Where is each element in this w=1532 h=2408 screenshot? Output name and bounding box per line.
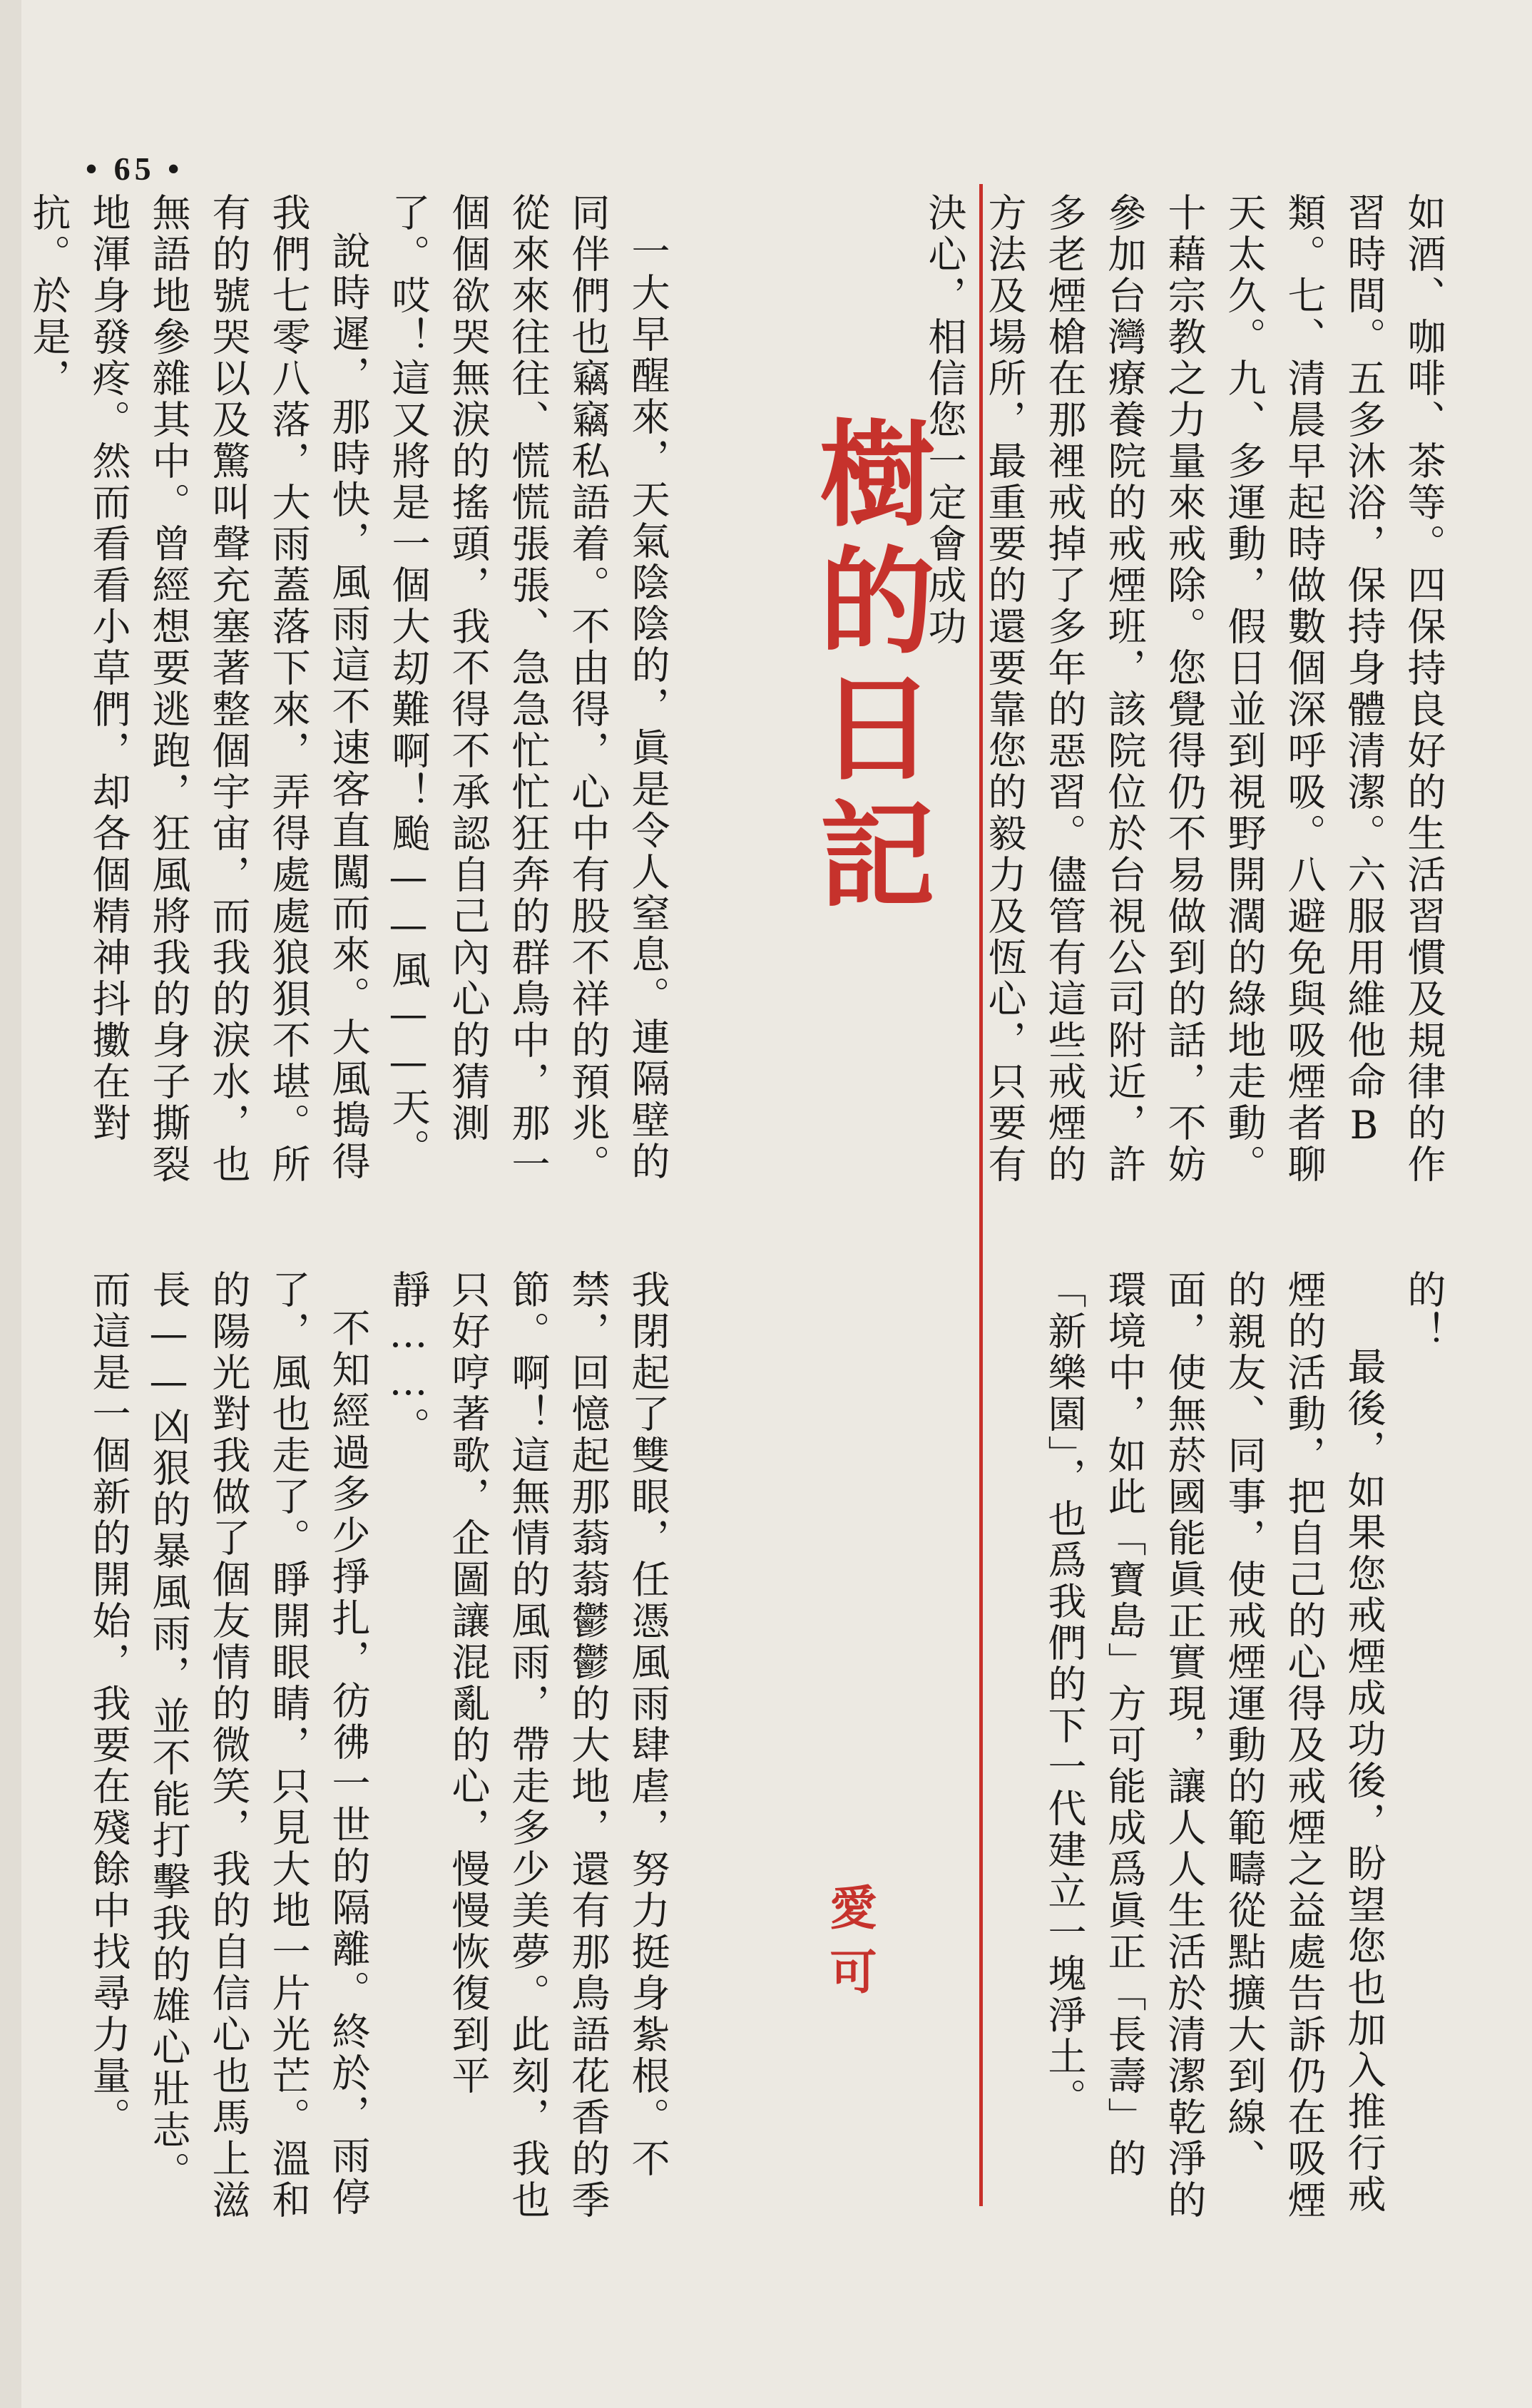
paragraph: 說時遲，那時快，風雨這不速客直闖而來。大風搗得我們七零八落，大雨蓋落下來，弄得處處狼狽不堪。所有的號哭以及驚叫聲充塞著整個宇宙，而我的淚水，也無語地參雜其中。曾經想要逃跑，狂風將我的身子撕裂地渾身發疼。然而看看小草們，却各個精神抖擻在對抗。於是，: [26, 193, 371, 1185]
paragraph: 的！: [1401, 1270, 1446, 1352]
left-column-bottom: [86, 1270, 678, 2233]
left-column-top: [26, 193, 678, 1191]
right-column-top: [922, 193, 1454, 1191]
article-title: 樹的日記: [800, 414, 934, 922]
paragraph: 我閉起了雙眼，任憑風雨肆虐，努力挺身紮根。不禁，回憶起那蓊蓊鬱鬱的大地，還有那鳥語花香的季節。啊！這無情的風雨，帶走多少美夢。此刻，我也只好哼著歌，企圖讓混亂的心，慢慢恢復到平靜……。: [386, 1270, 670, 2221]
article-author: 愛可: [822, 1883, 877, 2011]
paragraph: 如酒、咖啡、茶等。四保持良好的生活習慣及規律的作習時間。五多沐浴，保持身體清潔。六服用維他命B類。七、清晨早起時做數個深呼吸。八避免與吸煙者聊天太久。九、多運動，假日並到視野開濶的綠地走動。十藉宗教之力量來戒除。您覺得仍不易做到的話，不妨參加台灣療養院的戒煙班，該院位於台視公司附近，許多老煙槍在那裡戒掉了多年的惡習。儘管有這些戒煙的方法及場所，最重要的還要靠您的毅力及恆心，只要有決心，相信您一定會成功: [922, 193, 1446, 1185]
page-number: • 65 •: [86, 150, 184, 187]
paragraph: 最後，如果您戒煙成功後，盼望您也加入推行戒煙的活動，把自己的心得及戒煙之益處告訴仍在吸煙的親友、同事，使戒煙運動的範疇從點擴大到線、面，使無菸國能眞正實現，讓人人生活於清潔乾淨的環境中，如此「寶島」方可能成爲眞正「長壽」的「新樂園」，也爲我們的下一代建立一塊淨土。: [1042, 1270, 1387, 2221]
right-column-bottom: [1026, 1270, 1454, 2225]
paragraph: 一大早醒來，天氣陰陰的，眞是令人窒息。連隔壁的同伴們也竊竊私語着。不由得，心中有股不祥的預兆。從來來往往、慌慌張張、急急忙忙狂奔的群鳥中，那一個個欲哭無淚的搖頭，我不得不承認自己內心的猜測了。哎！這又將是一個大刧難啊！颱——風——天。: [386, 193, 670, 1185]
paragraph: 不知經過多少掙扎，彷彿一世的隔離。終於，雨停了，風也走了。睜開眼睛，只見大地一片光芒。溫和的陽光對我做了個友情的微笑，我的自信心也馬上滋長——凶狠的暴風雨，並不能打擊我的雄心壯志。而這是一個新的開始，我要在殘餘中找尋力量。: [86, 1270, 371, 2221]
